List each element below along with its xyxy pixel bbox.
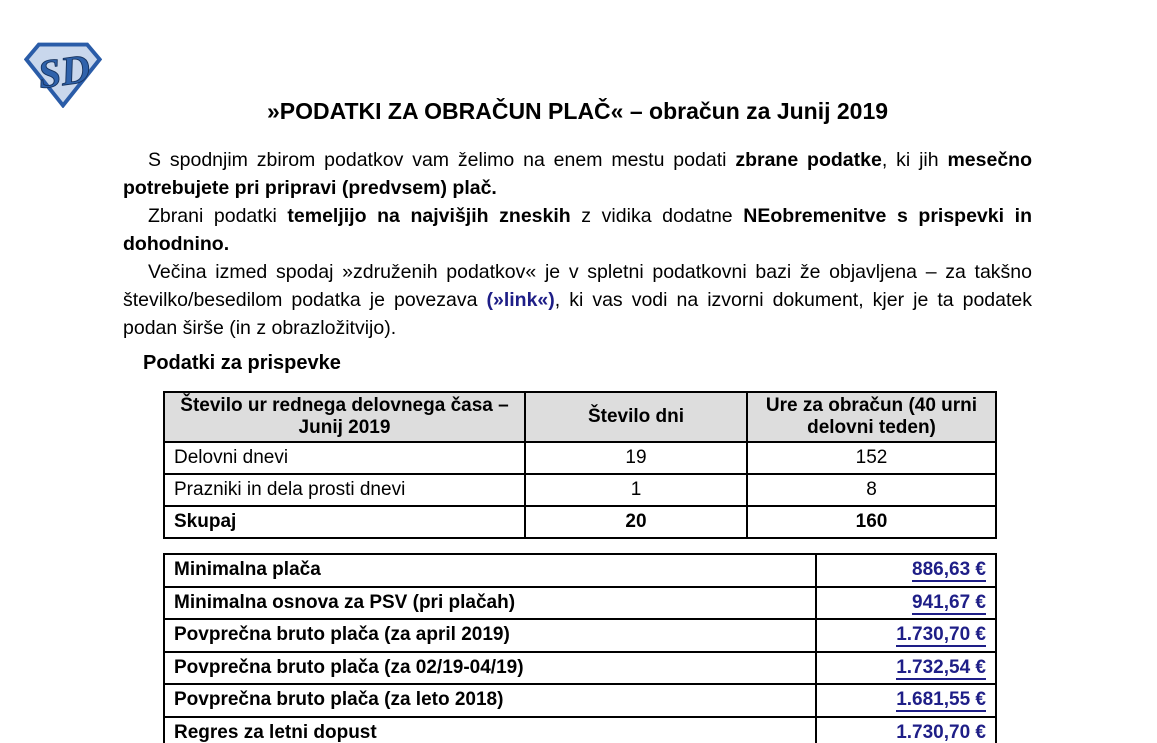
amount-label: Minimalna plača xyxy=(164,554,816,587)
row-label: Skupaj xyxy=(164,506,525,538)
paragraph-intro xyxy=(123,146,1032,202)
row-days-value: 20 xyxy=(525,506,747,538)
row-label: Delovni dnevi xyxy=(164,442,525,474)
amount-value-cell xyxy=(816,652,996,685)
paragraph-text: , ki vas vodi na izvorni dokument, kjer je ta podatek podan širše (in z obrazložitvijo). xyxy=(123,289,1032,339)
paragraph-text-bold: zbrane podatke xyxy=(735,149,882,171)
header-hours: Ure za obračun (40 urni delovni teden) xyxy=(747,392,996,442)
paragraph-text: , ki jih xyxy=(881,149,948,171)
table-row xyxy=(164,474,996,506)
document-title: »PODATKI ZA OBRAČUN PLAČ« – obračun za Junij 2019 xyxy=(266,98,889,124)
paragraph-text-bold: temeljijo na najvišjih zneskih xyxy=(287,205,571,227)
amount-value-cell xyxy=(816,587,996,620)
row-hours-value: 160 xyxy=(747,506,996,538)
row-hours-value: 8 xyxy=(747,474,996,506)
table-total-row xyxy=(164,506,996,538)
table-header-row xyxy=(164,392,996,442)
header-working-time: Število ur rednega delovnega časa – Junij 2019 xyxy=(164,392,525,442)
amount-value-cell xyxy=(816,684,996,717)
table-row xyxy=(164,717,996,743)
amount-label: Povprečna bruto plača (za leto 2018) xyxy=(164,684,816,717)
amount-value-link[interactable]: 1.681,55 € xyxy=(896,689,986,711)
document-content xyxy=(123,96,1032,743)
logo-letters: SD xyxy=(35,45,93,98)
amounts-table xyxy=(163,553,997,743)
paragraph-text: Večina izmed spodaj »združenih podatkov« je v spletni podatkovni bazi že objavljena – za takšno številko/besedilom podatka je povezava xyxy=(123,261,1032,311)
amount-value-link[interactable]: 886,63 € xyxy=(912,559,986,581)
amount-value-cell xyxy=(816,717,996,743)
row-days-value: 19 xyxy=(525,442,747,474)
paragraph-text-bold: NEobremenitve s prispevki in dohodnino. xyxy=(123,205,1032,255)
row-days-value: 1 xyxy=(525,474,747,506)
amount-label: Povprečna bruto plača (za april 2019) xyxy=(164,619,816,652)
working-hours-table xyxy=(163,391,997,539)
amount-value-link[interactable]: 1.730,70 € xyxy=(896,624,986,646)
header-days: Število dni xyxy=(525,392,747,442)
link-mention: (»link«) xyxy=(486,289,555,311)
paragraph-text-bold: mesečno potrebujete pri pripravi (predvsem) plač. xyxy=(123,149,1033,199)
amount-value-link[interactable]: 941,67 € xyxy=(912,591,986,613)
paragraph-basis xyxy=(123,202,1032,258)
paragraph-text: z vidika dodatne xyxy=(570,205,744,227)
row-label: Prazniki in dela prosti dnevi xyxy=(164,474,525,506)
amount-value-cell xyxy=(816,554,996,587)
amount-label: Minimalna osnova za PSV (pri plačah) xyxy=(164,587,816,620)
row-hours-value: 152 xyxy=(747,442,996,474)
paragraph-text: S spodnjim zbirom podatkov vam želimo na enem mestu podati xyxy=(148,149,736,171)
sd-logo-icon xyxy=(24,42,102,108)
amount-label: Povprečna bruto plača (za 02/19-04/19) xyxy=(164,652,816,685)
table-row xyxy=(164,619,996,652)
amount-value-link[interactable]: 1.730,70 € xyxy=(896,721,986,743)
table-row xyxy=(164,587,996,620)
amount-value-cell xyxy=(816,619,996,652)
table-row xyxy=(164,442,996,474)
section-heading-contributions: Podatki za prispevke xyxy=(143,352,341,374)
amount-value-link[interactable]: 1.732,54 € xyxy=(896,656,986,678)
table-row xyxy=(164,652,996,685)
table-row xyxy=(164,684,996,717)
table-row xyxy=(164,554,996,587)
paragraph-text: Zbrani podatki xyxy=(148,205,288,227)
paragraph-links-info xyxy=(123,258,1032,342)
amount-label: Regres za letni dopust xyxy=(164,717,816,743)
